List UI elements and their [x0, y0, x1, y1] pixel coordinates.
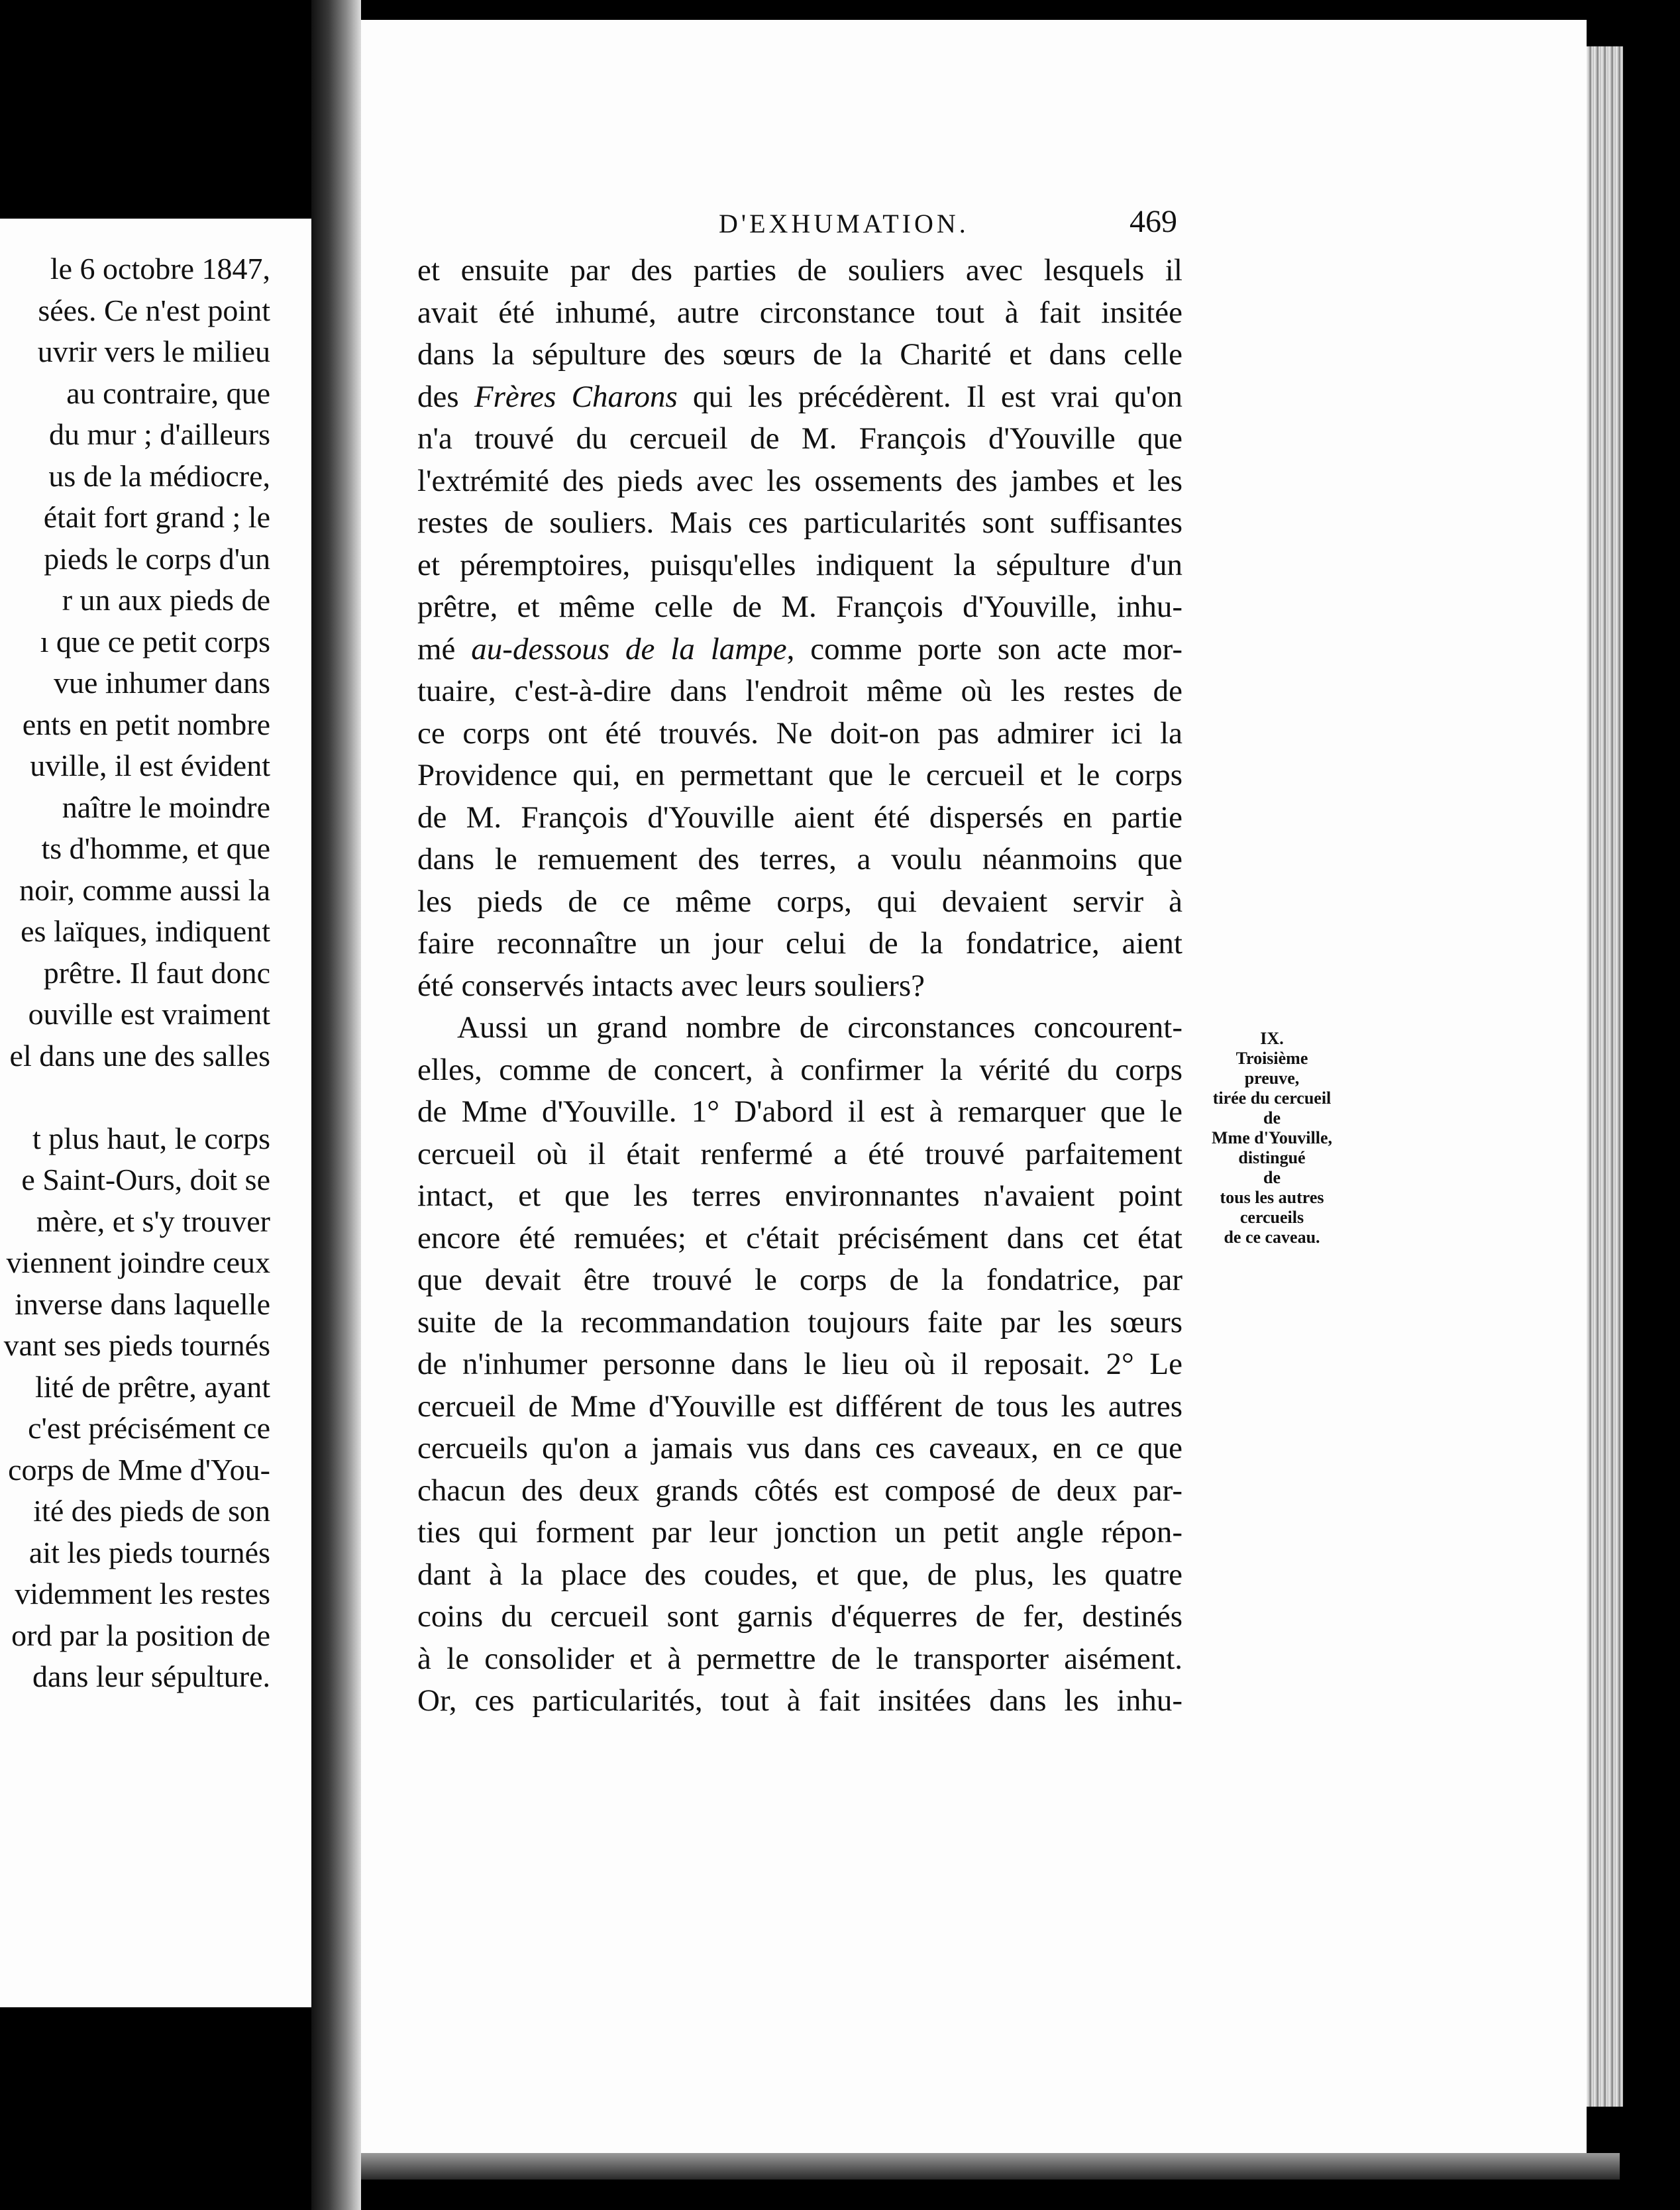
left-page-line: viennent joindre ceux: [6, 1245, 270, 1279]
body-text-line: encore été remuées; et c'était précisément dans cet état: [417, 1220, 1182, 1255]
left-page-line: t plus haut, le corps: [32, 1121, 270, 1155]
margin-note-line: Troisième: [1235, 1049, 1308, 1068]
left-page-line: vant ses pieds tournés: [3, 1328, 270, 1362]
body-text-line: Providence qui, en permettant que le cercueil et le corps: [417, 758, 1182, 792]
body-text-line: restes de souliers. Mais ces particularités sont suffisantes: [417, 505, 1182, 540]
body-text-line: les pieds de ce même corps, qui devaient servir à: [417, 884, 1182, 919]
body-text-line: dans le remuement des terres, a voulu néanmoins que: [417, 842, 1182, 876]
left-page-line: es laïques, indiquent: [21, 914, 270, 948]
body-text-line: l'extrémité des pieds avec les ossements des jambes et les: [417, 463, 1182, 498]
book-gutter: [311, 0, 361, 2210]
body-text-line: suite de la recommandation toujours faite par les sœurs: [417, 1304, 1182, 1340]
margin-note-line: de ce caveau.: [1224, 1228, 1320, 1247]
body-text-line: [417, 628, 1182, 670]
text-segment: mé: [417, 631, 472, 666]
left-page-line: videmment les restes: [15, 1577, 270, 1610]
left-page-line: le 6 octobre 1847,: [50, 252, 270, 286]
body-text-line: à le consolider et à permettre de le transporter aisément.: [417, 1641, 1182, 1676]
running-title: D'EXHUMATION.: [719, 209, 969, 238]
page-edges: [1587, 46, 1623, 2107]
left-page-line: noir, comme aussi la: [19, 872, 270, 907]
margin-note-line: tous les autres: [1220, 1188, 1324, 1207]
left-page-line: e Saint-Ours, doit se: [21, 1163, 270, 1196]
left-page-line: prêtre. Il faut donc: [43, 955, 270, 990]
body-text-line: coins du cercueil sont garnis d'équerres de fer, destinés: [417, 1599, 1182, 1634]
left-page-line: uvrir vers le milieu: [37, 335, 270, 368]
left-page-line: corps de Mme d'You-: [8, 1452, 270, 1487]
left-page-line: c'est précisément ce: [28, 1411, 270, 1445]
left-page-line: r un aux pieds de: [62, 583, 270, 617]
body-text-line: avait été inhumé, autre circonstance tout à fait insitée: [417, 295, 1182, 330]
left-page-line: ents en petit nombre: [22, 707, 270, 741]
left-page-line: el dans une des salles: [9, 1038, 270, 1073]
body-text-line: de Mme d'Youville. 1° D'abord il est à remarquer que le: [417, 1094, 1182, 1129]
text-segment: qui les précédèrent. Il est vrai qu'on: [677, 379, 1183, 414]
left-page-line: au contraire, que: [66, 376, 270, 410]
body-text-line: cercueils qu'on a jamais vus dans ces caveaux, en ce que: [417, 1431, 1182, 1465]
text-segment: , comme porte son acte mor-: [786, 631, 1182, 666]
left-page-line: naître le moindre: [62, 790, 270, 824]
margin-note-line: IX.: [1260, 1029, 1284, 1048]
body-text-line: dant à la place des coudes, et que, de plus, les quatre: [417, 1557, 1182, 1592]
body-text-line: que devait être trouvé le corps de la fondatrice, par: [417, 1263, 1182, 1297]
body-text-line: cercueil de Mme d'Youville est différent de tous les autres: [417, 1389, 1182, 1424]
text-segment: des: [417, 379, 474, 414]
left-page-line: mère, et s'y trouver: [36, 1204, 270, 1238]
margin-note-line: de: [1263, 1168, 1281, 1187]
body-text-line: tuaire, c'est-à-dire dans l'endroit même où les restes de: [417, 674, 1182, 708]
left-page-line: sées. Ce n'est point: [38, 293, 270, 327]
left-page-line: uville, il est évident: [30, 749, 270, 782]
page-number: 469: [1129, 204, 1177, 239]
left-page-line: ité des pieds de son: [33, 1494, 270, 1528]
left-page-line: us de la médiocre,: [48, 458, 270, 493]
body-text-line: et péremptoires, puisqu'elles indiquent la sépulture d'un: [417, 547, 1182, 582]
margin-note-line: distingué: [1238, 1148, 1306, 1167]
margin-note-line: de: [1263, 1108, 1281, 1128]
body-text-line: de n'inhumer personne dans le lieu où il reposait. 2° Le: [417, 1347, 1182, 1381]
left-page-line: inverse dans laquelle: [15, 1287, 270, 1321]
body-text-line: et ensuite par des parties de souliers avec lesquels il: [417, 253, 1182, 288]
left-page: [0, 219, 311, 2007]
margin-note-line: tirée du cercueil: [1212, 1088, 1332, 1108]
left-page-line: ts d'homme, et que: [41, 831, 270, 865]
left-page-line: vue inhumer dans: [53, 666, 270, 700]
italic-phrase: Frères Charons: [474, 379, 678, 414]
body-text-line: été conservés intacts avec leurs souliers?: [417, 968, 925, 1003]
body-text-line: ties qui forment par leur jonction un petit angle répon-: [417, 1515, 1182, 1550]
body-text-line: cercueil où il était renfermé a été trouvé parfaitement: [417, 1136, 1182, 1171]
left-page-line: du mur ; d'ailleurs: [48, 417, 270, 451]
left-page-line: ouville est vraiment: [28, 997, 270, 1031]
left-page-line: dans leur sépulture.: [32, 1659, 270, 1693]
body-text-line: ce corps ont été trouvés. Ne doit-on pas admirer ici la: [417, 715, 1182, 751]
body-text-line: prêtre, et même celle de M. François d'Youville, inhu-: [417, 590, 1182, 624]
left-page-line: ord par la position de: [11, 1618, 270, 1652]
body-text-line: n'a trouvé du cercueil de M. François d'Youville que: [417, 421, 1182, 456]
left-page-line: ı que ce petit corps: [40, 624, 270, 658]
italic-phrase: au-dessous de la lampe: [471, 631, 787, 666]
body-text-line: elles, comme de concert, à confirmer la vérité du corps: [417, 1052, 1182, 1087]
body-text-line: Aussi un grand nombre de circonstances concourent-: [457, 1010, 1182, 1045]
body-text-line: faire reconnaître un jour celui de la fondatrice, aient: [417, 926, 1182, 961]
margin-note-line: preuve,: [1244, 1069, 1300, 1088]
left-page-line: ait les pieds tournés: [28, 1535, 270, 1569]
body-text-line: dans la sépulture des sœurs de la Charité et dans celle: [417, 337, 1182, 372]
body-text-line: Or, ces particularités, tout à fait insitées dans les inhu-: [417, 1683, 1182, 1718]
body-text-line: intact, et que les terres environnantes n'avaient point: [417, 1179, 1182, 1213]
body-text-line: [417, 376, 1182, 418]
margin-note-line: Mme d'Youville,: [1212, 1128, 1332, 1147]
page-bottom-shadow: [361, 2153, 1620, 2180]
margin-note-line: cercueils: [1239, 1208, 1304, 1227]
left-page-line: était fort grand ; le: [43, 500, 270, 534]
left-page-line: pieds le corps d'un: [44, 541, 270, 576]
body-text-line: de M. François d'Youville aient été dispersés en partie: [417, 800, 1182, 835]
body-text-line: chacun des deux grands côtés est composé de deux par-: [417, 1473, 1182, 1508]
left-page-line: lité de prêtre, ayant: [34, 1369, 270, 1404]
